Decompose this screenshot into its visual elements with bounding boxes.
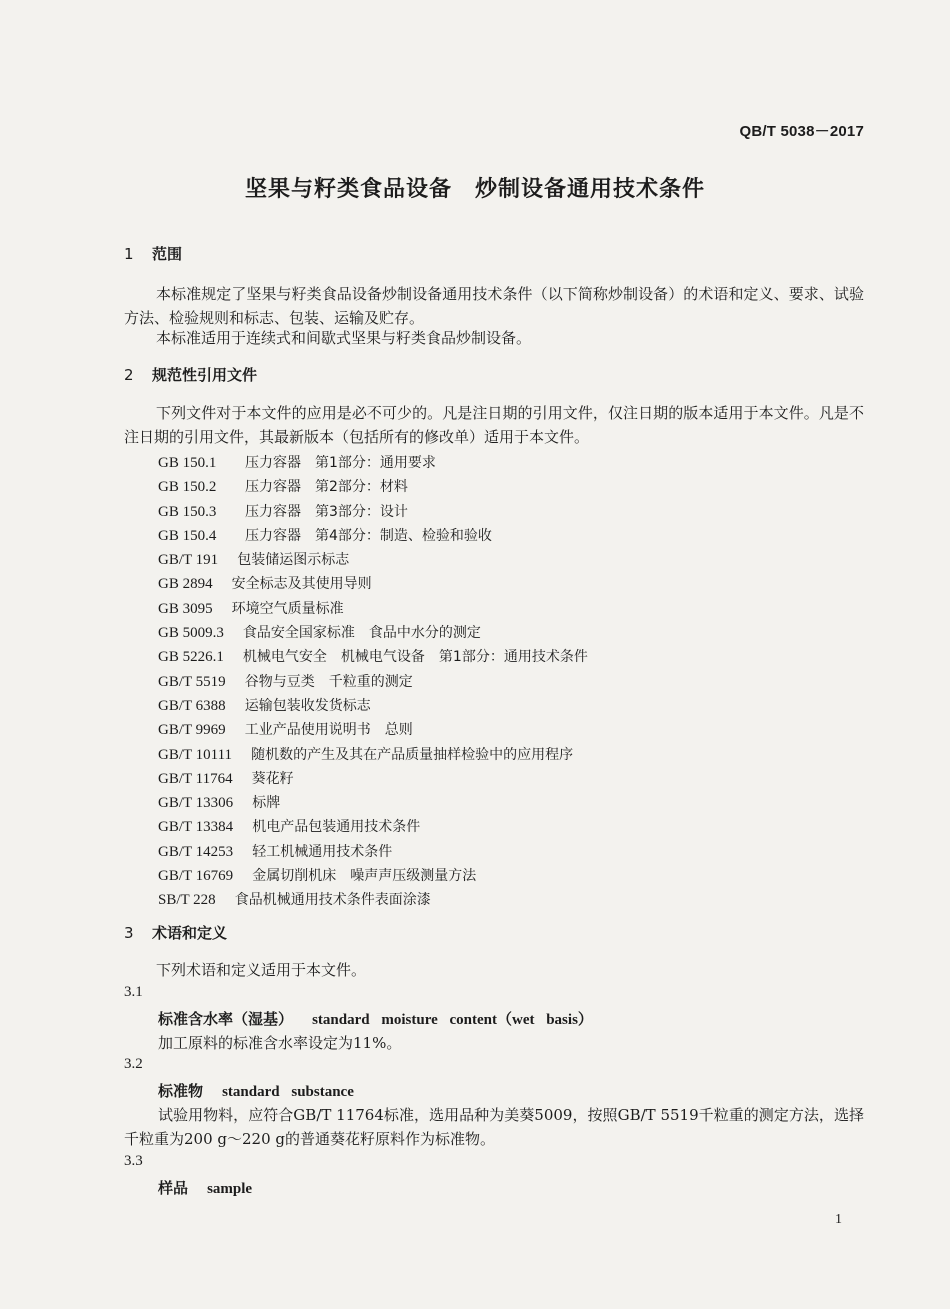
- term-zh: 样品: [158, 1179, 189, 1197]
- section-number: 2: [124, 366, 134, 384]
- reference-code: GB/T 6388: [158, 697, 226, 714]
- reference-item: [158, 814, 588, 838]
- reference-item: [158, 450, 588, 474]
- reference-title: 工业产品使用说明书 总则: [244, 722, 413, 739]
- section-title: 范围: [152, 245, 183, 263]
- reference-title: 压力容器 第3部分：设计: [244, 503, 408, 520]
- reference-code: SB/T 228: [158, 892, 216, 909]
- reference-code: GB/T 13384: [158, 819, 234, 836]
- reference-title: 标牌: [252, 795, 281, 812]
- reference-item: [158, 669, 588, 693]
- reference-title: 环境空气质量标准: [231, 600, 344, 617]
- reference-title: 压力容器 第1部分：通用要求: [244, 455, 436, 471]
- reference-code: GB/T 5519: [158, 673, 226, 690]
- reference-code: GB 150.2: [158, 479, 217, 496]
- term-number: 3.1: [124, 984, 143, 1000]
- reference-item: [158, 596, 588, 620]
- reference-item: [158, 499, 588, 523]
- term-en: sample: [207, 1181, 253, 1197]
- reference-title: 食品机械通用技术条件表面涂漆: [234, 892, 431, 909]
- reference-item: [158, 790, 588, 814]
- reference-code: GB 5226.1: [158, 649, 224, 666]
- reference-item: [158, 863, 588, 887]
- standard-code: QB/T 5038－2017: [739, 123, 864, 140]
- reference-code: GB/T 14253: [158, 843, 234, 860]
- reference-code: GB 150.1: [158, 455, 217, 471]
- document-title: 坚果与籽类食品设备 炒制设备通用技术条件: [244, 177, 705, 202]
- reference-item: [158, 887, 588, 911]
- term-number: 3.2: [124, 1056, 143, 1072]
- reference-item: [158, 474, 588, 498]
- reference-code: GB 2894: [158, 576, 213, 593]
- term-heading: [158, 1080, 354, 1101]
- reference-item: [158, 766, 588, 790]
- term-definition: 试验用物料，应符合GB/T 11764标准，选用品种为美葵5009，按照GB/T 5519千粒重的测定方法，选择千粒重为200 g～220 g的普通葵花籽原料作为标准物。: [124, 1106, 864, 1148]
- reference-item: [158, 742, 588, 766]
- term-definition: 加工原料的标准含水率设定为11%。: [158, 1034, 402, 1052]
- reference-list: [158, 450, 588, 912]
- reference-item: [158, 644, 588, 668]
- reference-title: 运输包装收发货标志: [244, 697, 371, 714]
- reference-title: 压力容器 第4部分：制造、检验和验收: [244, 527, 492, 544]
- section-title: 术语和定义: [152, 924, 228, 942]
- scope-paragraph-1: 本标准规定了坚果与籽类食品设备炒制设备通用技术条件（以下简称炒制设备）的术语和定义、要求、试验方法、检验规则和标志、包装、运输及贮存。: [124, 285, 864, 327]
- reference-title: 机电产品包装通用技术条件: [252, 819, 421, 836]
- section-1-heading: [124, 243, 182, 264]
- reference-title: 食品安全国家标准 食品中水分的测定: [242, 625, 481, 642]
- reference-item: [158, 547, 588, 571]
- section-title: 规范性引用文件: [152, 366, 258, 384]
- page-number: 1: [835, 1212, 842, 1227]
- reference-code: GB/T 16769: [158, 868, 234, 885]
- reference-item: [158, 523, 588, 547]
- reference-item: [158, 717, 588, 741]
- reference-title: 包装储运图示标志: [237, 552, 350, 569]
- section-2-heading: [124, 364, 257, 385]
- reference-title: 轻工机械通用技术条件: [252, 843, 393, 860]
- reference-code: GB 5009.3: [158, 625, 224, 642]
- reference-item: [158, 839, 588, 863]
- reference-code: GB 150.3: [158, 503, 217, 520]
- term-zh: 标准含水率（湿基）: [158, 1010, 294, 1028]
- reference-title: 压力容器 第2部分：材料: [244, 479, 408, 496]
- term-zh: 标准物: [158, 1082, 204, 1100]
- section-number: 3: [124, 924, 134, 942]
- section-3-heading: [124, 922, 227, 943]
- term-en: standard moisture content（wet basis）: [312, 1012, 593, 1028]
- reference-code: GB 3095: [158, 600, 213, 617]
- reference-item: [158, 693, 588, 717]
- scope-paragraph-2: 本标准适用于连续式和间歇式坚果与籽类食品炒制设备。: [156, 329, 532, 347]
- term-heading: [158, 1177, 252, 1198]
- reference-code: GB 150.4: [158, 527, 217, 544]
- reference-title: 安全标志及其使用导则: [231, 576, 372, 593]
- reference-title: 谷物与豆类 千粒重的测定: [244, 673, 413, 690]
- section-number: 1: [124, 245, 134, 263]
- reference-code: GB/T 11764: [158, 770, 233, 787]
- reference-item: [158, 571, 588, 595]
- terms-intro: 下列术语和定义适用于本文件。: [156, 961, 367, 979]
- reference-item: [158, 620, 588, 644]
- reference-code: GB/T 10111: [158, 746, 233, 763]
- term-heading: [158, 1008, 593, 1029]
- term-number: 3.3: [124, 1153, 143, 1169]
- reference-code: GB/T 13306: [158, 795, 234, 812]
- reference-code: GB/T 9969: [158, 722, 226, 739]
- reference-title: 金属切削机床 噪声声压级测量方法: [252, 868, 477, 885]
- reference-title: 机械电气安全 机械电气设备 第1部分：通用技术条件: [242, 649, 588, 666]
- reference-code: GB/T 191: [158, 552, 219, 569]
- references-intro: 下列文件对于本文件的应用是必不可少的。凡是注日期的引用文件，仅注日期的版本适用于本文件。凡是不注日期的引用文件，其最新版本（包括所有的修改单）适用于本文件。: [124, 404, 864, 446]
- reference-title: 葵花籽: [251, 770, 294, 787]
- reference-title: 随机数的产生及其在产品质量抽样检验中的应用程序: [251, 746, 574, 763]
- term-en: standard substance: [222, 1084, 354, 1100]
